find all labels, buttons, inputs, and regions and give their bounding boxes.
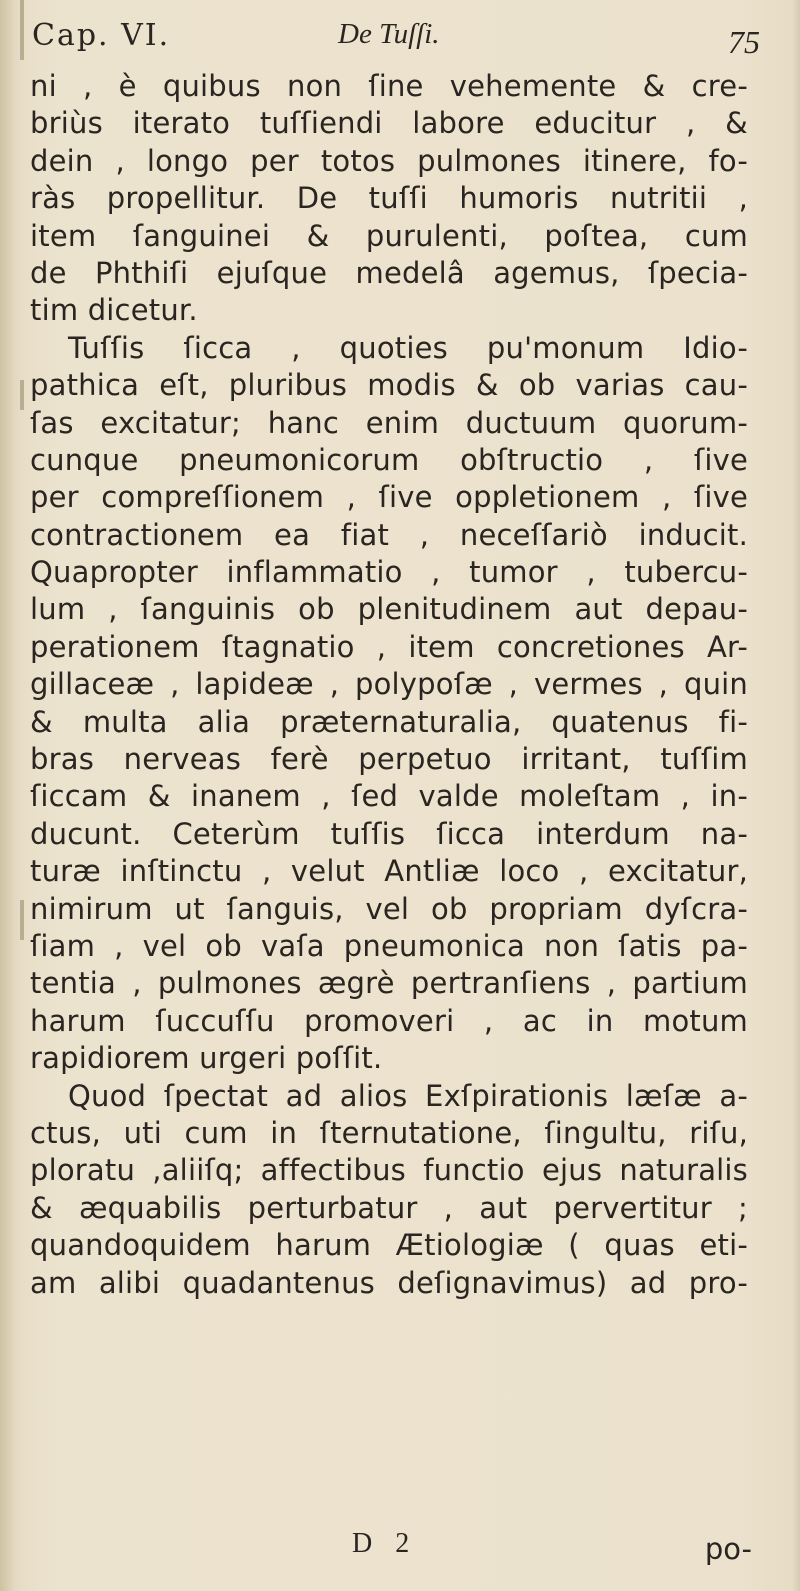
text-line: quandoquidem harum Ætiologiæ ( quas eti- bbox=[30, 1228, 748, 1263]
text-line: cunque pneumonicorum obſtructio , ſive bbox=[30, 442, 748, 477]
text-line: ni , è quibus non ſine vehemente & cre- bbox=[30, 69, 748, 103]
page-gutter bbox=[0, 0, 14, 1591]
body-text bbox=[30, 68, 748, 1302]
text-line: lum , ſanguinis ob plenitudinem aut depau- bbox=[30, 592, 748, 627]
text-line: Quapropter inflammatio , tumor , tubercu- bbox=[30, 555, 748, 590]
text-line: ſiam , vel ob vaſa pneumonica non ſatis pa- bbox=[30, 928, 748, 963]
text-line: Tuſſis ſicca , quoties pu'monum Idio- bbox=[68, 330, 748, 365]
text-line: ſiccam & inanem , ſed valde moleſtam , in- bbox=[30, 779, 748, 814]
text-line: dein , longo per totos pulmones itinere, fo- bbox=[30, 143, 748, 178]
text-line: am alibi quadantenus deſignavimus) ad pro- bbox=[30, 1265, 748, 1300]
text-line: ctus, uti cum in ſternutatione, ſingultu, riſu, bbox=[30, 1115, 748, 1150]
text-line: ploratu ,aliiſq; affectibus functio ejus naturalis bbox=[30, 1153, 748, 1188]
text-line: & multa alia præternaturalia, quatenus fi- bbox=[30, 704, 748, 739]
text-line: nimirum ut ſanguis, vel ob propriam dyſcra- bbox=[30, 891, 748, 926]
page-edge bbox=[792, 0, 800, 1591]
text-line: ràs propellitur. De tuſſi humoris nutritii , bbox=[30, 181, 748, 216]
text-line: gillaceæ , lapideæ , polypoſæ , vermes , quin bbox=[30, 667, 748, 702]
text-line: harum ſuccuſſu promoveri , ac in motum bbox=[30, 1003, 748, 1038]
gutter-shadow bbox=[20, 380, 24, 410]
signature-mark: D 2 bbox=[352, 1528, 418, 1559]
text-line: briùs iterato tuſſiendi labore educitur , & bbox=[30, 106, 748, 141]
text-line: Quod ſpectat ad alios Exſpirationis læſæ a- bbox=[68, 1078, 748, 1113]
text-line: ſas excitatur; hanc enim ductuum quorum- bbox=[30, 405, 748, 440]
text-line: & æquabilis perturbatur , aut pervertitur ; bbox=[30, 1190, 748, 1225]
text-line: bras nerveas ferè perpetuo irritant, tuſſim bbox=[30, 742, 748, 777]
text-line: ducunt. Ceterùm tuſſis ſicca interdum na- bbox=[30, 816, 748, 851]
text-line: tim dicetur. bbox=[30, 293, 198, 328]
text-line: tentia , pulmones ægrè pertranſiens , partium bbox=[30, 966, 748, 1001]
text-line: contractionem ea fiat , neceſſariò inducit. bbox=[30, 517, 748, 552]
text-line: turæ inſtinctu , velut Antliæ loco , excitatur, bbox=[30, 854, 748, 889]
text-line: item ſanguinei & purulenti, poſtea, cum bbox=[30, 218, 748, 253]
section-title: De Tuſſi. bbox=[338, 18, 440, 50]
text-line: de Phthiſi ejuſque medelâ agemus, ſpecia- bbox=[30, 255, 748, 290]
gutter-shadow bbox=[20, 900, 24, 940]
catchword: po- bbox=[704, 1532, 752, 1566]
page-number: 75 bbox=[728, 24, 760, 60]
chapter-label: Cap. VI. bbox=[32, 18, 171, 53]
text-line: per compreſſionem , ſive oppletionem , ſive bbox=[30, 480, 748, 515]
text-line: perationem ſtagnatio , item concretiones Ar- bbox=[30, 629, 748, 664]
gutter-shadow bbox=[20, 0, 24, 60]
text-line: pathica eſt, pluribus modis & ob varias cau- bbox=[30, 368, 748, 403]
running-head bbox=[32, 18, 760, 68]
text-line: rapidiorem urgeri poſſit. bbox=[30, 1041, 383, 1076]
